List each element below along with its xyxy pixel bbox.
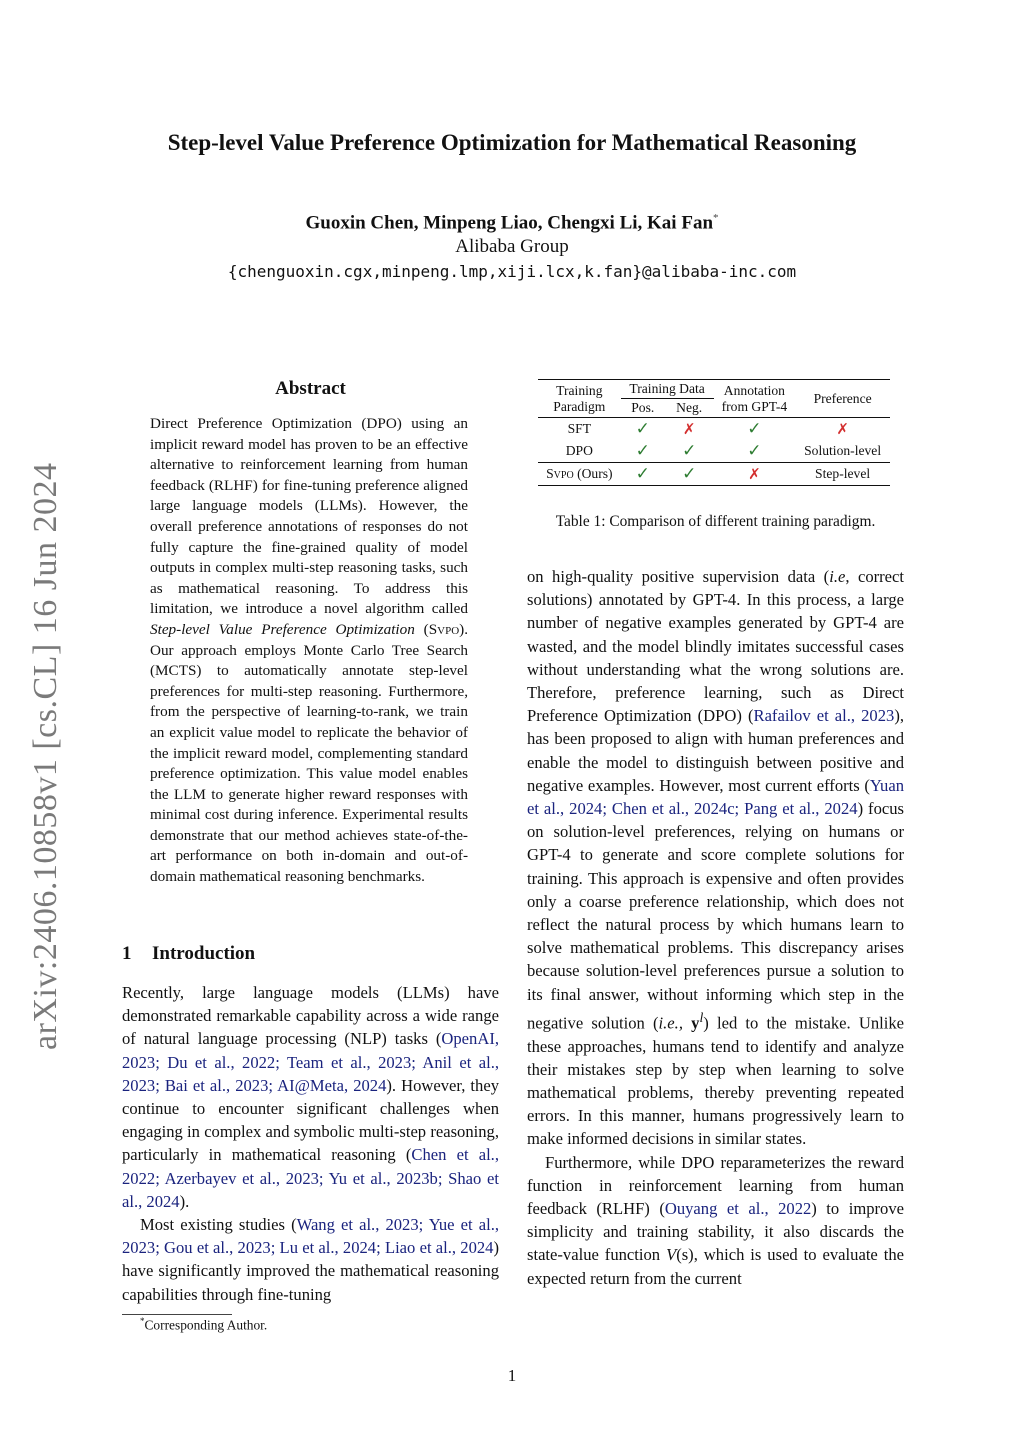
header-text: Training xyxy=(556,382,603,398)
text: Furthermore, while DPO reparameterizes the reward function in reinforcement learning from human feedback (RLHF) ( xyxy=(527,1152,904,1219)
row-name xyxy=(538,463,621,486)
text: i.e., xyxy=(658,1013,683,1033)
text: i.e xyxy=(829,567,846,586)
abstract-paren-open: ( xyxy=(414,620,429,638)
arxiv-sidebar-id: arXiv:2406.10858v1 [cs.CL] 16 Jun 2024 xyxy=(27,462,64,1050)
page-number: 1 xyxy=(507,1366,517,1385)
text: ) have significantly improved the mathematical reasoning capabilities through fine-tuning xyxy=(122,1238,499,1304)
text: ) led to the mistake. Unlike these approaches, humans tend to identify and analyze their mistakes step by step when learning to solve mathematical problems, thereby preventing repeated errors. In this manner, humans progressively learn to make informed decisions in similar states. xyxy=(527,1013,904,1149)
math-symbol: V xyxy=(666,1245,677,1265)
footnote-divider xyxy=(122,1314,232,1315)
cross-icon: ✗ xyxy=(795,418,890,441)
citation-link[interactable]: OpenAI, 2023; Du et al., 2022; Team et al., 2023; Anil et al., 2023; Bai et al., 2023; AI@Meta, 2024 xyxy=(122,1029,499,1095)
col-header-neg: Neg. xyxy=(665,399,714,418)
text: Most existing studies ( xyxy=(140,1215,297,1235)
row-name-suffix: (Ours) xyxy=(573,466,613,481)
paper-title: Step-level Value Preference Optimization for Mathematical Reasoning xyxy=(167,130,857,155)
comparison-table xyxy=(538,379,890,486)
abstract-text-2: ). Our approach employs Monte Carlo Tree Search (MCTS) to automatically annotate step-level preferences for multi-step reasoning. Furthermore, from the perspective of learning-to-rank, we train an explicit value model to replicate the behavior of the implicit reward model, complementing standard preference optimization. This value model enables the LLM to generate higher reward responses with minimal cost during inference. Experimental results demonstrate that our method achieves state-of-the-art performance on both in-domain and out-of-domain mathematical reasoning benchmarks. xyxy=(150,620,468,886)
row-name: DPO xyxy=(565,443,593,458)
col-header-preference: Preference xyxy=(795,380,890,418)
citation-link[interactable]: Rafailov et al., 2023 xyxy=(753,706,895,726)
citation-link[interactable]: Ouyang et al., 2022 xyxy=(664,1199,812,1219)
citation-link[interactable]: Wang et al., 2023; Yue et al., 2023; Gou et al., 2023; Lu et al., 2024; Liao et al., 2024 xyxy=(122,1215,500,1258)
preference-value: Step-level xyxy=(795,463,890,486)
method-abbr: Svpo xyxy=(546,466,574,481)
cross-icon: ✗ xyxy=(665,418,714,441)
check-icon: ✓ xyxy=(665,463,714,486)
paragraph xyxy=(527,1151,904,1290)
math-symbol: y xyxy=(691,1013,700,1033)
text: , correct solutions) annotated by GPT-4. In this process, a large number of negative examples generated by GPT-4 are wasted, and the model blindly imitates successful cases without understanding what the wrong solutions are. Therefore, preference learning, such as Direct Preference Optimization (DPO) ( xyxy=(527,567,905,726)
abstract-body xyxy=(150,414,468,888)
text: ) to improve simplicity and training stability, it also discards the state-value function xyxy=(527,1199,905,1265)
math-argument: (s) xyxy=(676,1245,694,1265)
preference-value: Solution-level xyxy=(804,443,882,458)
left-column-text xyxy=(122,981,499,1306)
method-name: Step-level Value Preference Optimization xyxy=(150,620,415,638)
footnote xyxy=(140,1316,267,1333)
check-icon: ✓ xyxy=(747,441,762,460)
section-title: Introduction xyxy=(152,943,256,964)
col-header-pos: Pos. xyxy=(621,399,665,418)
table-row-dpo xyxy=(538,440,890,463)
col-header-training-data: Training Data xyxy=(621,380,714,399)
check-icon: ✓ xyxy=(714,418,796,441)
cross-icon: ✗ xyxy=(714,463,796,486)
text: ). xyxy=(179,1191,190,1211)
row-name: SFT xyxy=(538,418,621,441)
col-header-annotation xyxy=(714,380,796,418)
text: ), has been proposed to align with human preferences and enable the model to distinguish between positive and negative examples. However, most current efforts ( xyxy=(527,706,904,795)
method-abbr: Svpo xyxy=(428,620,460,638)
text: ) focus on solution-level preferences, relying on humans or GPT-4 to generate and score complete solutions for training. This approach is expensive and often provides only a coarse preference relationship, which does not reflect the natural process by which humans learn to solve mathematical problems. This discrepancy arises because solution-level preferences pursue a solution to its final answer, without informing which step in the negative solution ( xyxy=(527,799,904,1033)
table-row-svpo xyxy=(538,463,890,486)
citation-link[interactable]: Chen et al., 2022; Azerbayev et al., 2023; Yu et al., 2023b; Shao et al., 2024 xyxy=(122,1145,499,1211)
section-heading-introduction xyxy=(122,943,255,965)
col-header-paradigm xyxy=(538,380,621,418)
table-header-row xyxy=(538,380,890,399)
check-icon: ✓ xyxy=(621,463,665,486)
right-column-text xyxy=(527,565,904,1290)
paragraph xyxy=(122,1213,499,1306)
corresponding-mark: * xyxy=(713,212,719,224)
text: , which is used to evaluate the expected return from the current xyxy=(527,1245,905,1288)
author-emails: {chenguoxin.cgx,minpeng.lmp,xiji.lcx,k.fan}@alibaba-inc.com xyxy=(227,262,797,281)
paragraph xyxy=(527,565,904,1151)
footnote-text: Corresponding Author. xyxy=(144,1317,268,1333)
text: Recently, large language models (LLMs) have demonstrated remarkable capability across a wide range of natural language processing (NLP) tasks ( xyxy=(122,983,499,1049)
table-caption: Table 1: Comparison of different training paradigm. xyxy=(555,513,876,530)
affiliation: Alibaba Group xyxy=(455,236,569,257)
section-number: 1 xyxy=(122,943,132,964)
footnote-mark: * xyxy=(140,1316,145,1326)
paragraph xyxy=(122,981,499,1213)
text: on high-quality positive supervision data ( xyxy=(527,567,830,586)
text: ). However, they continue to encounter significant challenges when engaging in complex and symbolic multi-step reasoning, particularly in mathematical reasoning ( xyxy=(122,1075,499,1165)
author-list: Guoxin Chen, Minpeng Liao, Chengxi Li, Kai Fan xyxy=(305,212,714,234)
table-row-sft xyxy=(538,418,890,441)
check-icon: ✓ xyxy=(682,441,697,460)
citation-link[interactable]: Yuan et al., 2024; Chen et al., 2024c; Pang et al., 2024 xyxy=(527,775,904,819)
authors xyxy=(0,212,1024,234)
check-icon: ✓ xyxy=(621,418,665,441)
math-superscript: l xyxy=(699,1009,704,1025)
header-text: Paradigm xyxy=(553,398,606,414)
header-text: from GPT-4 xyxy=(721,398,788,414)
abstract-heading: Abstract xyxy=(275,378,346,399)
header-text: Annotation xyxy=(723,382,785,398)
abstract-text-1: Direct Preference Optimization (DPO) using an implicit reward model has proven to be an effective alternative to reinforcement learning from human feedback (RLHF) for fine-tuning preference aligned large language models (LLMs). However, the overall preference annotations of responses do not fully capture the fine-grained quality of model outputs in complex multi-step reasoning tasks, such as mathematical reasoning. To address this limitation, we introduce a novel algorithm called xyxy=(150,415,468,618)
check-icon: ✓ xyxy=(635,441,650,460)
